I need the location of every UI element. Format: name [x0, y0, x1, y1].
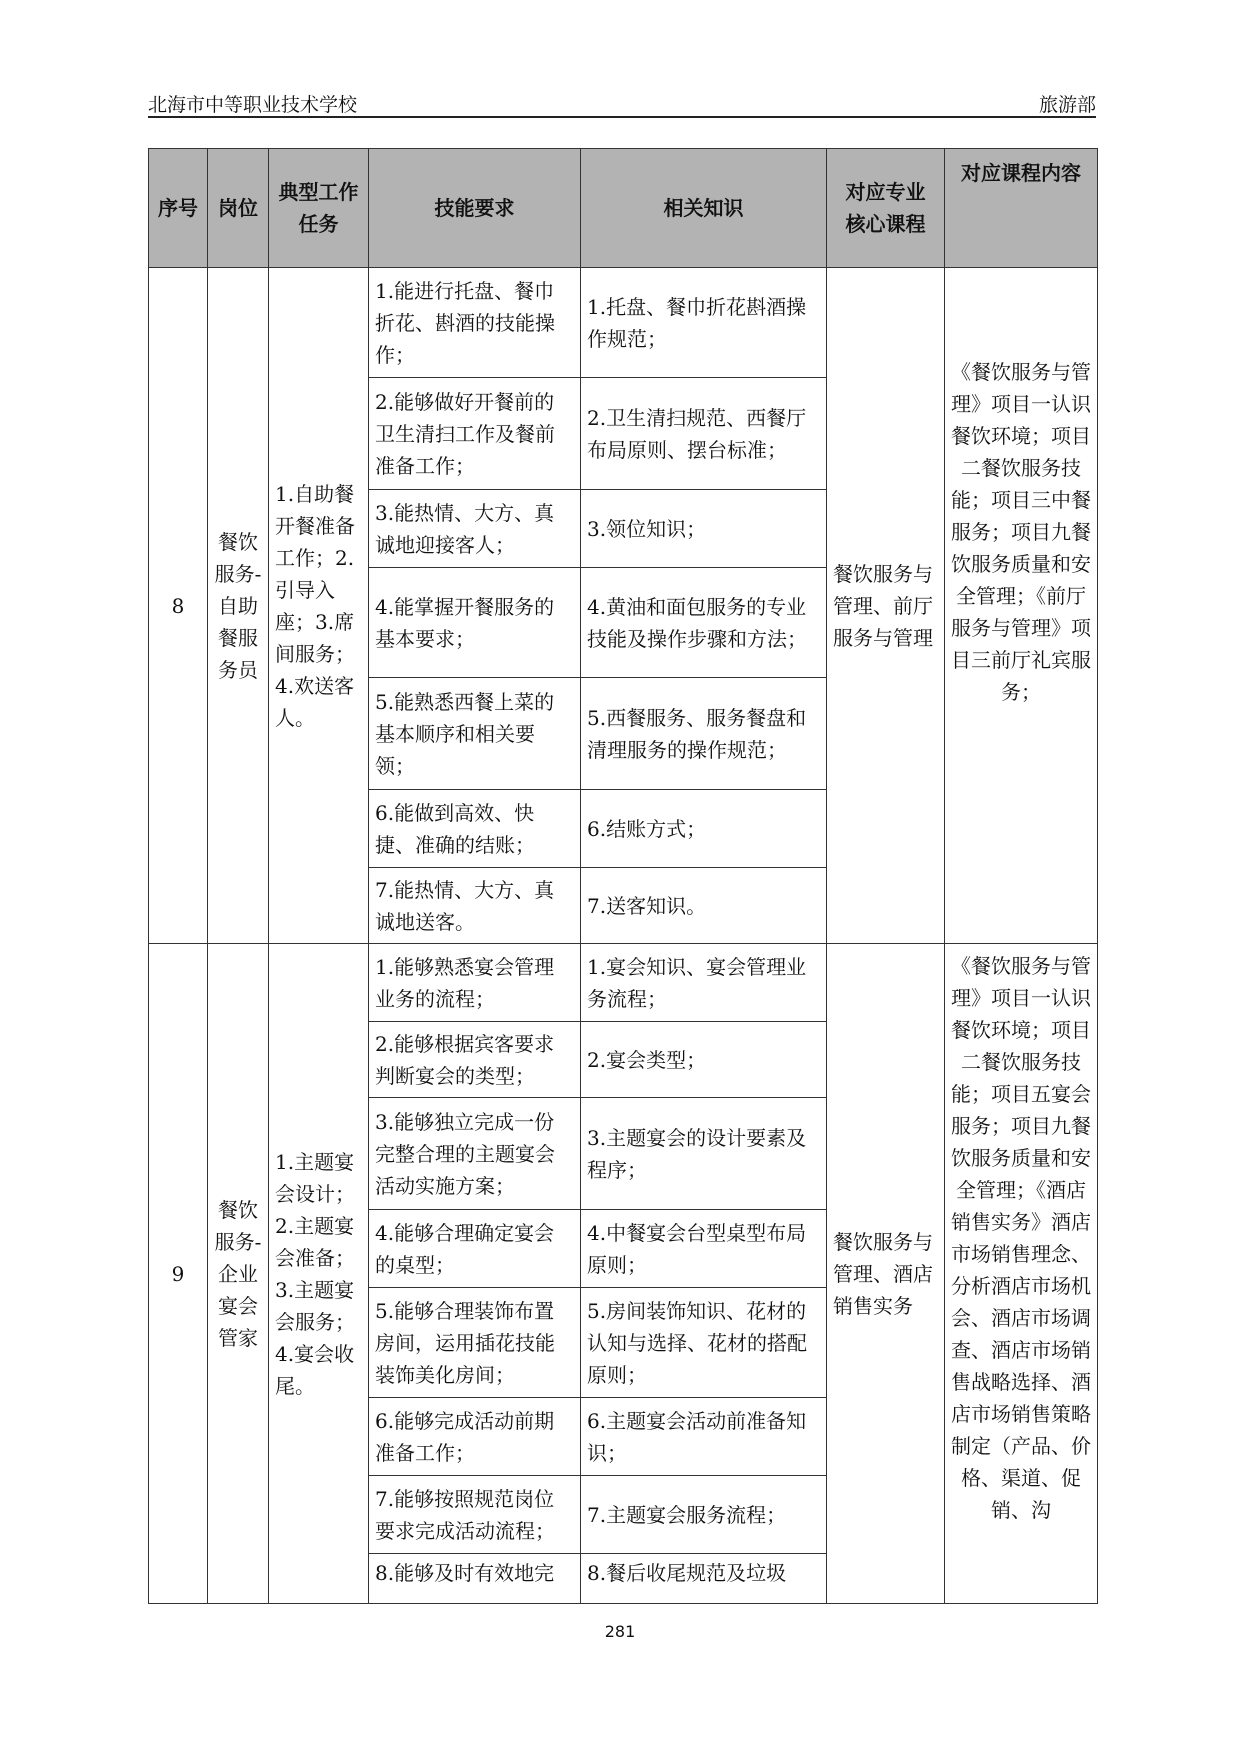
curriculum-table [148, 148, 1098, 1604]
task-cell: 1.主题宴会设计；2.主题宴会准备；3.主题宴会服务；4.宴会收尾。 [269, 944, 369, 1604]
content-cell: 《餐饮服务与管理》项目一认识餐饮环境；项目二餐饮服务技能；项目三中餐服务；项目九餐饮服务质量和安全管理；《前厅服务与管理》项目三前厅礼宾服务； [945, 268, 1098, 944]
skill-cell: 6.能够完成活动前期准备工作； [369, 1398, 581, 1476]
knowledge-cell: 3.主题宴会的设计要素及程序； [581, 1098, 827, 1210]
page-number: 281 [604, 1622, 636, 1641]
skill-cell: 3.能够独立完成一份完整合理的主题宴会活动实施方案； [369, 1098, 581, 1210]
knowledge-cell: 8.餐后收尾规范及垃圾 [581, 1554, 827, 1604]
knowledge-cell: 4.中餐宴会台型桌型布局原则； [581, 1210, 827, 1288]
task-cell: 1.自助餐开餐准备工作；2.引导入座；3.席间服务；4.欢送客人。 [269, 268, 369, 944]
knowledge-cell: 3.领位知识； [581, 490, 827, 568]
school-name: 北海市中等职业技术学校 [148, 94, 358, 116]
skill-cell: 1.能进行托盘、餐巾折花、斟酒的技能操作； [369, 268, 581, 378]
col-header-num: 序号 [149, 149, 208, 268]
skill-cell: 8.能够及时有效地完 [369, 1554, 581, 1604]
knowledge-cell: 5.房间装饰知识、花材的认知与选择、花材的搭配原则； [581, 1288, 827, 1398]
col-header-role: 岗位 [208, 149, 269, 268]
table-header-row [149, 149, 1098, 268]
col-header-knowledge: 相关知识 [581, 149, 827, 268]
knowledge-cell: 6.结账方式； [581, 790, 827, 868]
role-cell: 餐饮服务-自助餐服务员 [208, 268, 269, 944]
table-row [149, 944, 1098, 1022]
col-header-task: 典型工作任务 [269, 149, 369, 268]
knowledge-cell: 6.主题宴会活动前准备知识； [581, 1398, 827, 1476]
row-number: 8 [149, 268, 208, 944]
page-header [148, 84, 1096, 118]
skill-cell: 3.能热情、大方、真诚地迎接客人； [369, 490, 581, 568]
knowledge-cell: 2.宴会类型； [581, 1022, 827, 1098]
skill-cell: 6.能做到高效、快捷、准确的结账； [369, 790, 581, 868]
row-number: 9 [149, 944, 208, 1604]
content-cell: 《餐饮服务与管理》项目一认识餐饮环境；项目二餐饮服务技能；项目五宴会服务；项目九餐饮服务质量和安全管理；《酒店销售实务》酒店市场销售理念、分析酒店市场机会、酒店市场调查、酒店市场销售战略选择、酒店市场销售策略制定（产品、价格、渠道、促销、沟 [945, 944, 1098, 1604]
knowledge-cell: 7.主题宴会服务流程； [581, 1476, 827, 1554]
knowledge-cell: 7.送客知识。 [581, 868, 827, 944]
knowledge-cell: 4.黄油和面包服务的专业技能及操作步骤和方法； [581, 568, 827, 678]
col-header-skill: 技能要求 [369, 149, 581, 268]
table-row [149, 268, 1098, 378]
skill-cell: 5.能够合理装饰布置房间，运用插花技能装饰美化房间； [369, 1288, 581, 1398]
role-cell: 餐饮服务-企业宴会管家 [208, 944, 269, 1604]
department-name: 旅游部 [1038, 94, 1096, 116]
skill-cell: 1.能够熟悉宴会管理业务的流程； [369, 944, 581, 1022]
course-cell: 餐饮服务与管理、酒店销售实务 [827, 944, 945, 1604]
col-header-course: 对应专业核心课程 [827, 149, 945, 268]
col-header-content: 对应课程内容 [945, 149, 1098, 268]
knowledge-cell: 1.托盘、餐巾折花斟酒操作规范； [581, 268, 827, 378]
skill-cell: 4.能掌握开餐服务的基本要求； [369, 568, 581, 678]
knowledge-cell: 1.宴会知识、宴会管理业务流程； [581, 944, 827, 1022]
skill-cell: 7.能够按照规范岗位要求完成活动流程； [369, 1476, 581, 1554]
skill-cell: 7.能热情、大方、真诚地送客。 [369, 868, 581, 944]
course-cell: 餐饮服务与管理、前厅服务与管理 [827, 268, 945, 944]
skill-cell: 2.能够做好开餐前的卫生清扫工作及餐前准备工作； [369, 378, 581, 490]
skill-cell: 5.能熟悉西餐上菜的基本顺序和相关要领； [369, 678, 581, 790]
knowledge-cell: 2.卫生清扫规范、西餐厅布局原则、摆台标准； [581, 378, 827, 490]
skill-cell: 2.能够根据宾客要求判断宴会的类型； [369, 1022, 581, 1098]
knowledge-cell: 5.西餐服务、服务餐盘和清理服务的操作规范； [581, 678, 827, 790]
skill-cell: 4.能够合理确定宴会的桌型； [369, 1210, 581, 1288]
